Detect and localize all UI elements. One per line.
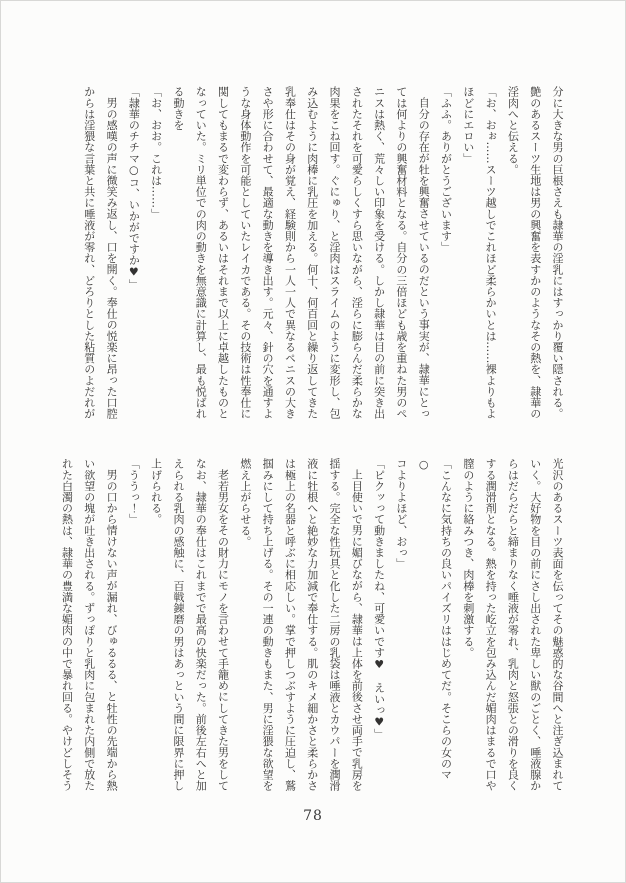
page-number: 78 [303, 808, 323, 824]
text-line: 「隷華のチチマ○コ、いかがですか♥」 [127, 86, 141, 290]
text-line: は極上の名器と呼ぶに相応しい。掌で押しつぶすように圧迫し、鷲 [283, 458, 297, 791]
text-line: 肉果をこね回す。ぐにゅり、と淫肉はスライムのように変形し、包 [328, 86, 342, 419]
text-line: えられる乳肉の感触に、百戦錬磨の男はあっという間に限界に押し [171, 458, 185, 791]
text-line: み込むように肉棒に乳圧を加える。何十、何百回と繰り返してきた [305, 86, 319, 419]
text-block-bottom [60, 458, 568, 792]
text-line: 掴みにして持ち上げる。その一連の動きもまた、男に淫猥な欲望を [261, 458, 275, 791]
text-line: する潤滑剤となる。熱を持った屹立を包み込んだ媚肉はまるで口や [484, 458, 498, 791]
text-line: 光沢のあるスーツ表面を伝ってその魅惑的な谷間へと注ぎ込まれて [551, 458, 564, 791]
text-line: ニスは熱く、荒々しい印象を受ける。しかし隷華は目の前に突き出 [372, 86, 386, 419]
text-line: 燃え上がらせる。 [238, 458, 252, 547]
text-line: 男の口から情けない声が漏れ、びゅるるる、と牡性の先端から熱 [105, 469, 119, 791]
text-line: 揺する。完全な性玩具と化した二房の乳袋は唾液とカウパーを潤滑 [328, 458, 342, 791]
text-line: ほどにエロい」 [461, 86, 475, 164]
text-line: なお、隷華の奉仕はこれまでで最高の快楽だった。前後左右へと加 [194, 458, 208, 791]
text-line: 「こんなに気持ちの良いパイズリははじめてだ。そこらの女のマ○ [417, 458, 453, 780]
text-line: 「お、おぉ……スーツ越しでこれほど柔らかいとは……裸よりもよ [484, 86, 498, 419]
text-line: コよりよほど、おっ」 [394, 458, 408, 569]
text-line: る動きを [171, 86, 185, 131]
text-line: 淫肉へと伝える。 [506, 86, 520, 175]
text-line: 関してもまるで変わらず、あるいはそれまで以上に卓越したものと [216, 86, 230, 419]
text-line: 「ふふ。ありがとうございます」 [439, 86, 453, 253]
text-line: さや形に合わせて、最適な動きを導き出す。元々、針の穴を通すよ [261, 86, 275, 419]
text-line: 艶のあるスーツ生地は男の興奮を表すかのようなその熱を、隷華の [528, 86, 542, 419]
text-line: 膣のように絡みつき、肉棒を刺激する。 [461, 458, 475, 658]
text-line: 分に大きな男の巨根さえも隷華の淫乳にはすっかり覆い隠される。 [551, 86, 564, 419]
text-line: 老若男女をその財力にモノを言わせて手籠めにしてきた男をして [216, 469, 230, 791]
text-line: ては何よりの興奮材料となる。自分の三倍ほども歳を重ねた男のペ [394, 86, 408, 419]
text-line: らはだらだらと締まりなく唾液が零れ、乳肉と怒張との滑りを良く [506, 458, 520, 791]
text-line: 上目使いで男に媚びながら、隷華は上体を前後させ両手で乳房を [350, 469, 364, 791]
text-line: 自分の存在が牡を興奮させているのだという事実が、隷華にとっ [417, 97, 431, 419]
text-line: いく。大好物を目の前にさし出された卑しい獣のごとく、唾液腺か [528, 458, 542, 791]
text-line: 「お、おお。これは……」 [149, 86, 163, 220]
text-line: 男の感嘆の声に微笑み返し、口を開く。奉仕の悦楽に昂った口腔 [105, 97, 119, 419]
text-line: なっていた。ミリ単位での肉の動きを無意識に計算し、最も悦ばれ [194, 86, 208, 419]
text-line: 上げられる。 [149, 458, 163, 525]
text-line: 「ううっ！」 [127, 458, 141, 525]
text-line: 乳奉仕はその身が覚え、経験則から一人一人で異なるペニスの大き [283, 86, 297, 419]
text-line: い欲望の塊が吐き出される。ずっぽりと乳肉に包まれた内側で放た [82, 458, 96, 791]
text-line: されたそれを可愛らしくすら思いながら、淫らに膨らんだ柔らかな [350, 86, 364, 419]
text-line: 液に牡根へと絶妙な力加減で奉仕する。肌のキメ細かさと柔らかさ [305, 458, 319, 791]
text-line: からは淫猥な言葉と共に唾液が零れ、どろりとした粘質のよだれが [82, 86, 96, 419]
text-line: れた白濁の熱は、隷華の豊満な媚肉の中で暴れ回る。やけどしそう [60, 458, 74, 791]
text-line: 「ピクッって動きましたね、可愛いです♥ えいっ♥」 [372, 458, 386, 740]
text-line: うな身体動作を可能としていたレイカである。その技術は性奉仕に [238, 86, 252, 419]
text-block-top [76, 86, 568, 420]
